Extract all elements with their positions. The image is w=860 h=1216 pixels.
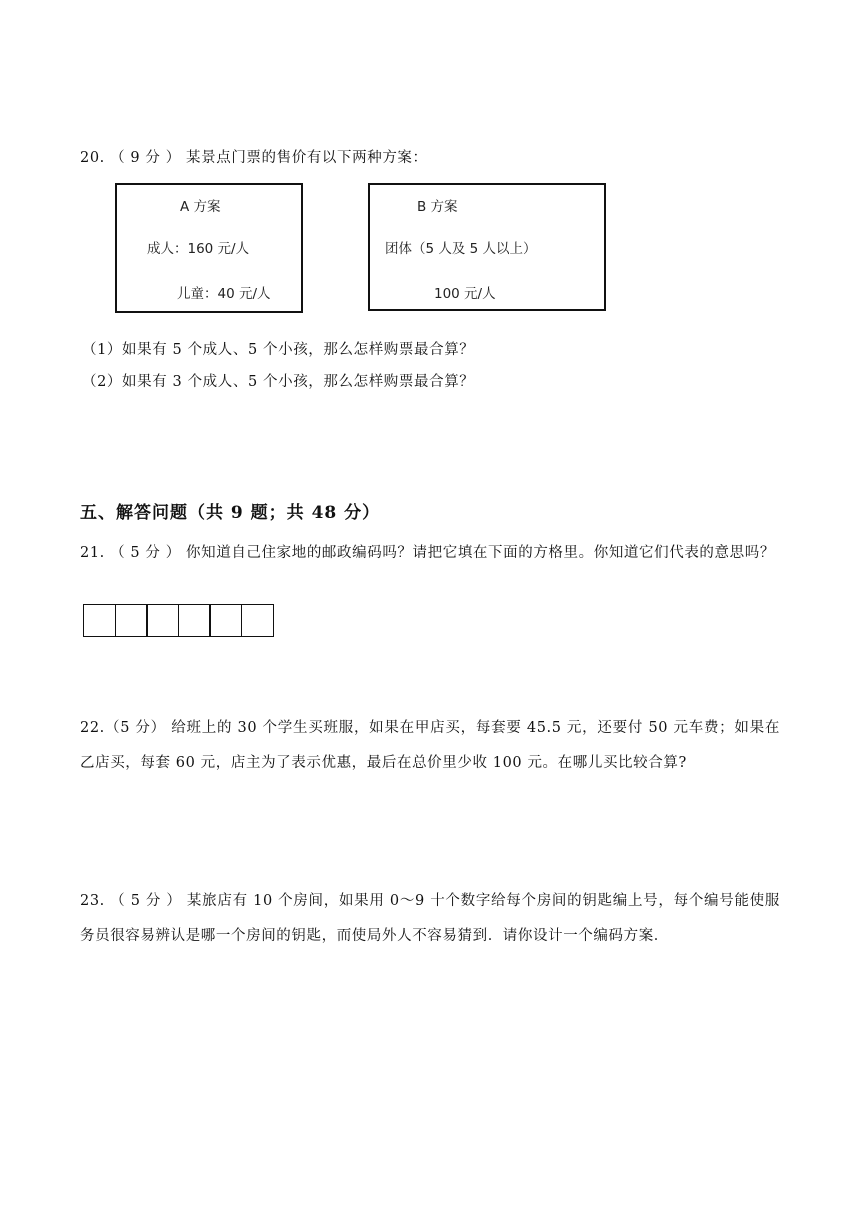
- plan-b-group: 团体（5 人及 5 人以上）: [385, 241, 537, 257]
- plan-a-title: A 方案: [180, 199, 221, 215]
- section-5-heading: 五、解答问题（共 9 题；共 48 分）: [80, 503, 381, 523]
- plan-b-price: 100 元/人: [434, 286, 496, 302]
- postal-code-cell[interactable]: [115, 604, 148, 637]
- q20-sub1: （1）如果有 5 个成人、5 个小孩，那么怎样购票最合算？: [82, 342, 475, 358]
- q22-text: 22.（5 分） 给班上的 30 个学生买班服，如果在甲店买，每套要 45.5 元，还要付 50 元车费；如果在乙店买，每套 60 元，店主为了表示优惠，最后在总价里少收 100 元。在哪儿买比较合算?: [80, 720, 780, 771]
- q21-text: 21. （ 5 分 ） 你知道自己住家地的邮政编码吗？请把它填在下面的方格里。你知道它们代表的意思吗？: [80, 545, 775, 561]
- plan-b-box: [368, 183, 606, 311]
- postal-code-cell[interactable]: [83, 604, 116, 637]
- postal-code-cell[interactable]: [209, 604, 242, 637]
- postal-code-cell[interactable]: [241, 604, 274, 637]
- q20-sub2: （2）如果有 3 个成人、5 个小孩，那么怎样购票最合算？: [82, 374, 475, 390]
- q23-text: 23. （ 5 分 ） 某旅店有 10 个房间，如果用 0～9 十个数字给每个房间的钥匙编上号，每个编号能使服务员很容易辨认是哪一个房间的钥匙，而使局外人不容易猜到．请你设计一个编码方案．: [80, 893, 780, 944]
- plan-a-box: [115, 183, 303, 313]
- postal-code-grid: [83, 604, 272, 637]
- plan-a-adult: 成人：160 元/人: [147, 241, 250, 257]
- plan-a-child: 儿童：40 元/人: [177, 286, 271, 302]
- q20-stem: 20. （ 9 分 ） 某景点门票的售价有以下两种方案：: [80, 150, 428, 166]
- postal-code-cell[interactable]: [178, 604, 211, 637]
- plan-b-title: B 方案: [417, 199, 458, 215]
- postal-code-cell[interactable]: [146, 604, 179, 637]
